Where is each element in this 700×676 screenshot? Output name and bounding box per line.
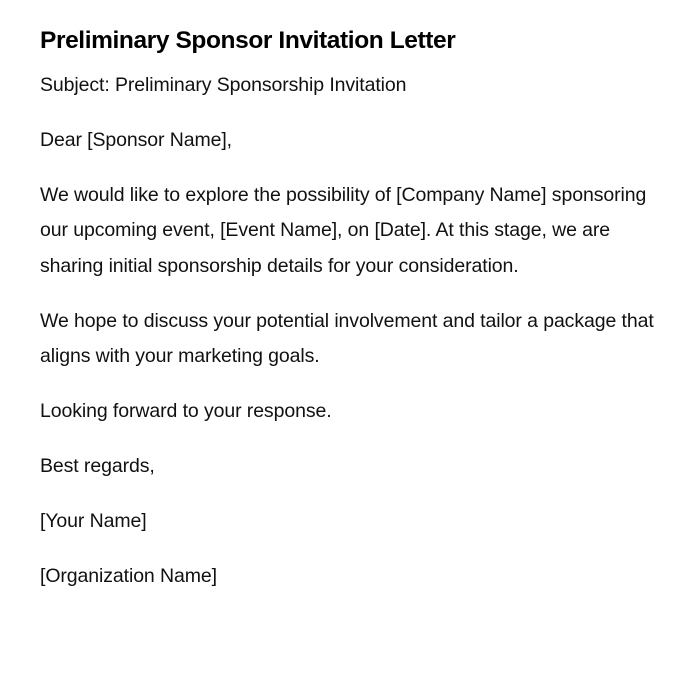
body-paragraph-2: We hope to discuss your potential involvement and tailor a package that aligns with your marketing goals. [40, 309, 654, 367]
body-paragraph-3: Looking forward to your response. [40, 399, 332, 422]
body-paragraph-1: We would like to explore the possibility of [Company Name] sponsoring our upcoming event, [Event Name], on [Date]. At this stage, we are sharing initial sponsorship details for your consideration. [40, 183, 647, 277]
salutation: Dear [Sponsor Name], [40, 128, 233, 151]
signature-name: [Your Name] [40, 509, 147, 532]
closing: Best regards, [40, 454, 155, 477]
document-title: Preliminary Sponsor Invitation Letter [40, 27, 456, 54]
subject-line: Subject: Preliminary Sponsorship Invitation [40, 74, 407, 96]
signature-organization: [Organization Name] [40, 564, 217, 587]
